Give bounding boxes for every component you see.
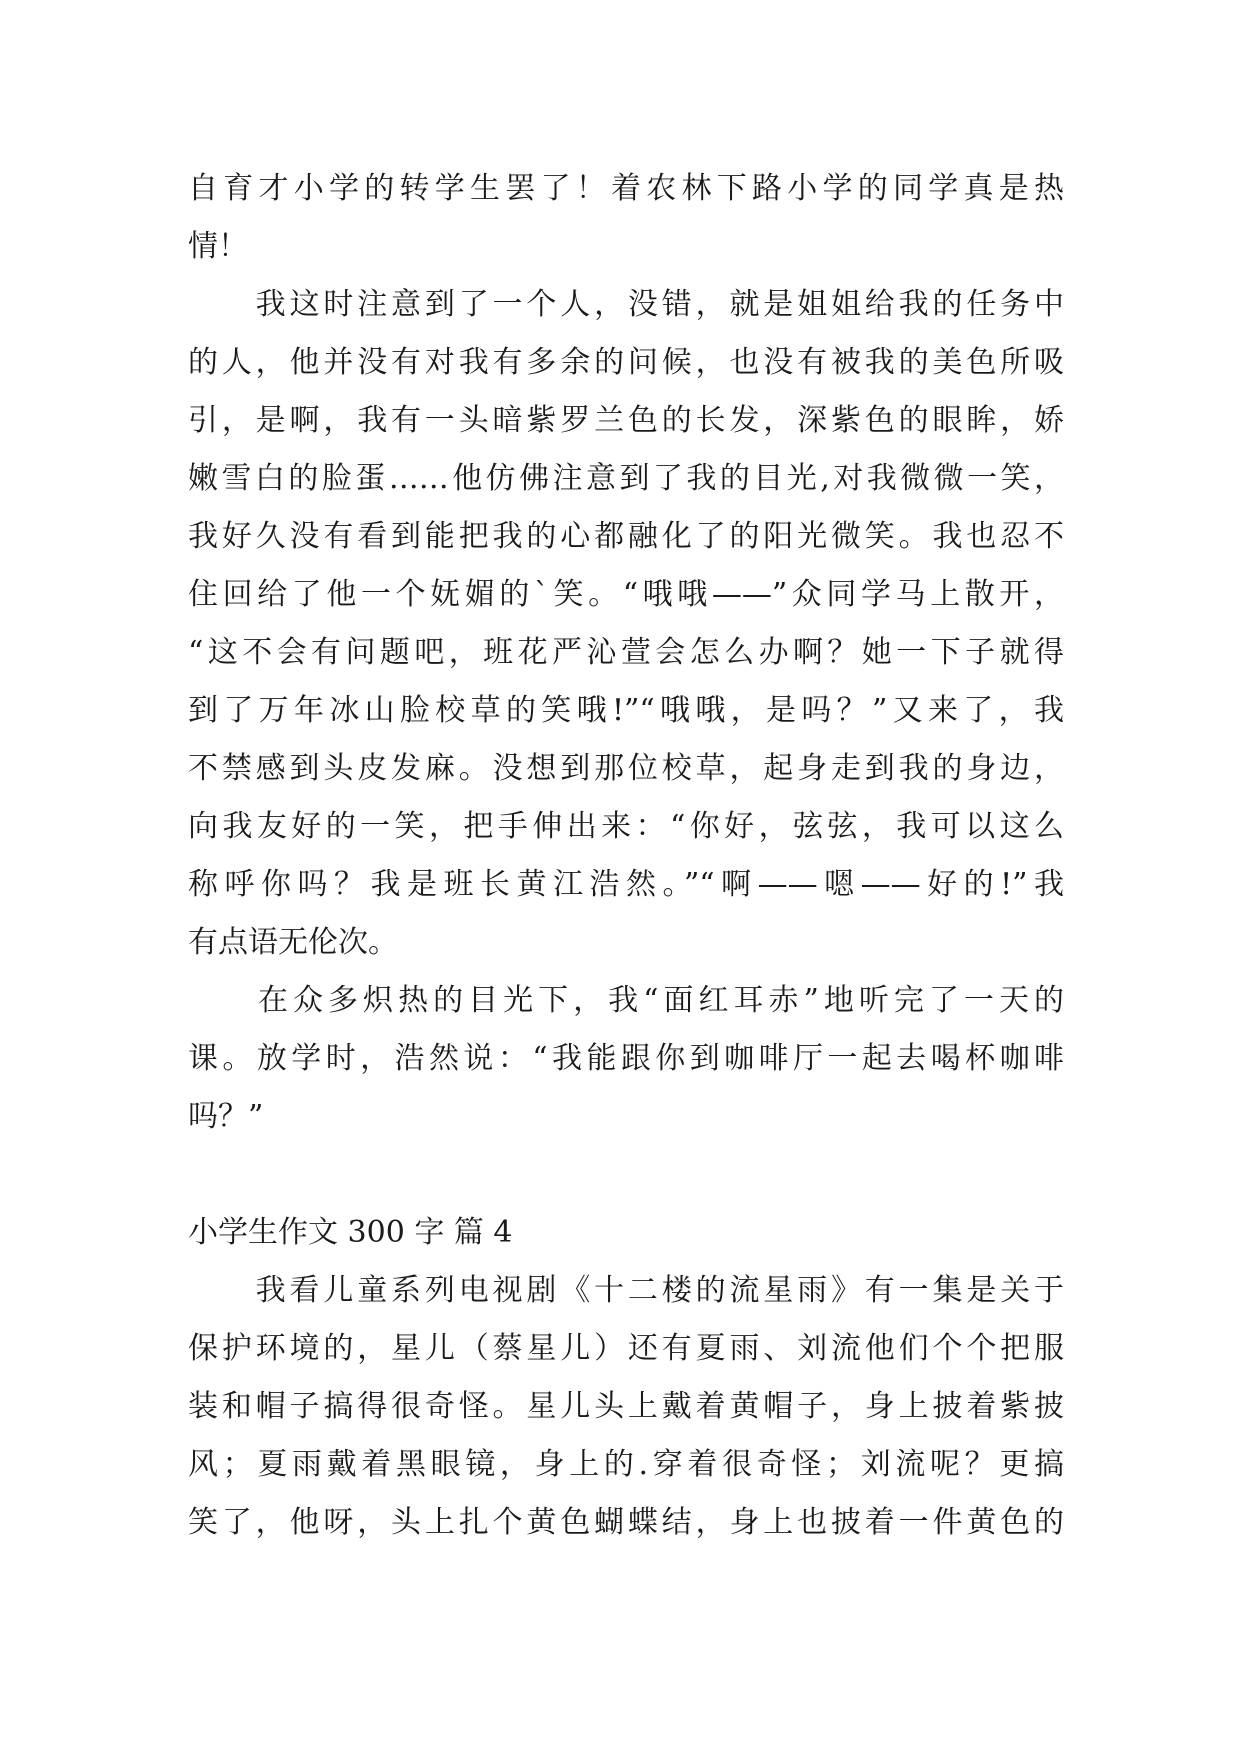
text-line: “这不会有问题吧，班花严沁萱会怎么办啊？她一下子就得 — [188, 635, 1064, 670]
text-line: 的人，他并没有对我有多余的问候，也没有被我的美色所吸 — [188, 345, 1064, 380]
text-line: 保护环境的，星儿（蔡星儿）还有夏雨、刘流他们个个把服 — [188, 1331, 1064, 1366]
text-line: 我这时注意到了一个人，没错，就是姐姐给我的任务中 — [188, 287, 1064, 322]
text-line: 自育才小学的转学生罢了！着农林下路小学的同学真是热 — [188, 171, 1064, 206]
section-heading: 小学生作文 300 字 篇 4 — [188, 1215, 513, 1250]
text-line: 有点语无伦次。 — [188, 925, 398, 960]
text-line: 称呼你吗？我是班长黄江浩然。”“啊——嗯——好的!”我 — [188, 867, 1064, 902]
text-line: 引，是啊，我有一头暗紫罗兰色的长发，深紫色的眼眸，娇 — [188, 403, 1064, 438]
text-line: 在众多炽热的目光下，我“面红耳赤”地听完了一天的 — [188, 983, 1064, 1018]
paragraph — [188, 276, 1064, 972]
text-line: 我看儿童系列电视剧《十二楼的流星雨》有一集是关于 — [188, 1273, 1064, 1308]
text-line: 住回给了他一个妩媚的`笑。“哦哦——”众同学马上散开， — [188, 577, 1064, 612]
text-line: 吗？” — [188, 1099, 264, 1134]
text-line: 到了万年冰山脸校草的笑哦!”“哦哦，是吗？”又来了，我 — [188, 693, 1064, 728]
text-line: 嫩雪白的脸蛋……他仿佛注意到了我的目光,对我微微一笑， — [188, 461, 1064, 496]
paragraph — [188, 1262, 1064, 1552]
text-line: 风；夏雨戴着黑眼镜，身上的.穿着很奇怪；刘流呢？更搞 — [188, 1447, 1064, 1482]
document-body — [188, 160, 1064, 1552]
paragraph — [188, 972, 1064, 1146]
text-line: 装和帽子搞得很奇怪。星儿头上戴着黄帽子，身上披着紫披 — [188, 1389, 1064, 1424]
text-line: 向我友好的一笑，把手伸出来：“你好，弦弦，我可以这么 — [188, 809, 1064, 844]
paragraph — [188, 160, 1064, 276]
text-line: 不禁感到头皮发麻。没想到那位校草，起身走到我的身边， — [188, 751, 1064, 786]
text-line: 情！ — [188, 229, 248, 264]
paragraph-spacer — [188, 1146, 1064, 1204]
text-line: 笑了，他呀，头上扎个黄色蝴蝶结，身上也披着一件黄色的 — [188, 1505, 1064, 1540]
text-line: 我好久没有看到能把我的心都融化了的阳光微笑。我也忍不 — [188, 519, 1064, 554]
text-line: 课。放学时，浩然说：“我能跟你到咖啡厅一起去喝杯咖啡 — [188, 1041, 1064, 1076]
